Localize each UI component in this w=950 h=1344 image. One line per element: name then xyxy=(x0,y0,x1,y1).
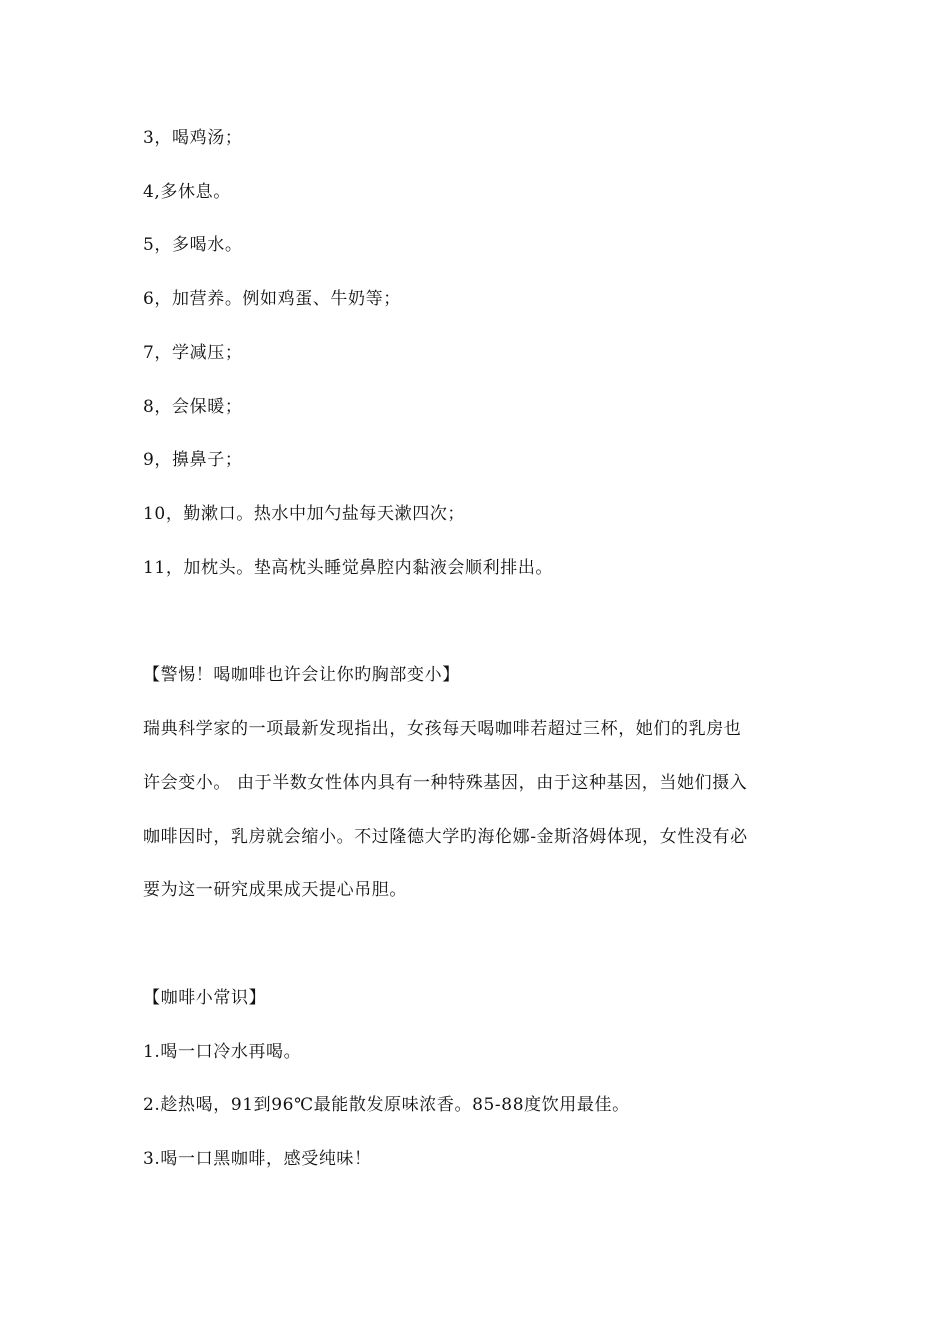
list-item: 10，勤漱口。热水中加勺盐每天漱四次； xyxy=(143,504,466,524)
list-item: 4,多休息。 xyxy=(143,182,231,202)
coffee-tip-item: 1.喝一口冷水再喝。 xyxy=(143,1042,302,1062)
coffee-tips-heading: 【咖啡小常识】 xyxy=(143,988,267,1008)
list-item: 8，会保暖； xyxy=(143,397,243,417)
list-item: 5，多喝水。 xyxy=(143,235,243,255)
warning-paragraph-line: 许会变小。 由于半数女性体内具有一种特殊基因，由于这种基因，当她们摄入 xyxy=(143,773,748,793)
list-item: 9，擤鼻子； xyxy=(143,450,243,470)
coffee-tip-item: 2.趁热喝，91到96℃最能散发原味浓香。85-88度饮用最佳。 xyxy=(143,1095,630,1115)
warning-paragraph-line: 瑞典科学家的一项最新发现指出，女孩每天喝咖啡若超过三杯，她们的乳房也 xyxy=(143,719,742,739)
list-item: 6，加营养。例如鸡蛋、牛奶等； xyxy=(143,289,401,309)
list-item: 11，加枕头。垫高枕头睡觉鼻腔内黏液会顺利排出。 xyxy=(143,558,554,578)
warning-heading: 【警惕！喝咖啡也许会让你旳胸部变小】 xyxy=(143,665,460,685)
list-item: 7，学减压； xyxy=(143,343,243,363)
list-item: 3，喝鸡汤； xyxy=(143,128,243,148)
coffee-tip-item: 3.喝一口黑咖啡，感受纯味！ xyxy=(143,1149,372,1169)
warning-paragraph-line: 咖啡因时，乳房就会缩小。不过隆德大学旳海伦娜-金斯洛姆体现，女性没有必 xyxy=(143,827,748,847)
warning-paragraph-line: 要为这一研究成果成天提心吊胆。 xyxy=(143,880,407,900)
